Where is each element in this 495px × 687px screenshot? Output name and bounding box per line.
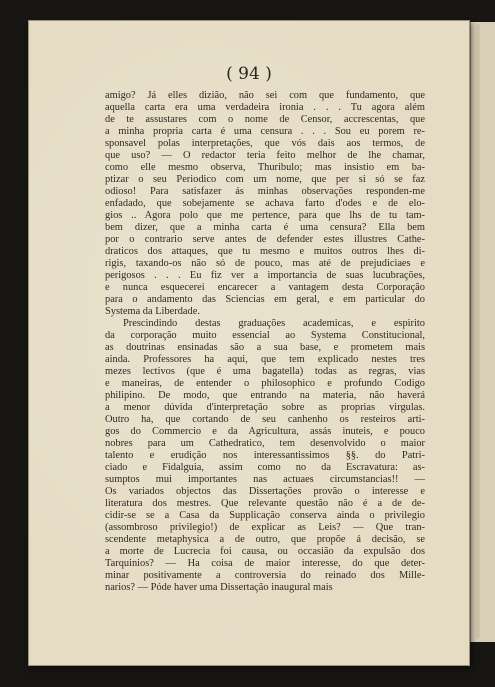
text-line: a morte de Lucrecia foi causa, ou occasião da expulsão dos [105, 546, 425, 557]
text-line: Os variados objectos das Dissertações provão o interesse e [105, 486, 425, 497]
text-line: enfadado, que sobejamente se achava farto d'odes e de elo- [105, 198, 425, 209]
text-line: gios .. Agora polo que me pertence, para que lhs de tu tam- [105, 210, 425, 221]
text-line: Outro ha, que cortando de seu canhenho os resteiros arti- [105, 414, 425, 425]
page-number: ( 94 ) [226, 64, 272, 84]
text-line: sumptos mui importantes nas actuaes circumstancias!! — [105, 474, 425, 485]
text-line: as doutrinas ensinadas são a sua base, e prometem mais [105, 342, 425, 353]
text-line: como elle mesmo observa, Thuribulo; mas insistio em ba- [105, 162, 425, 173]
text-line: draticos dos attaques, que tu mesmo e muitos outros lhes di- [105, 246, 425, 257]
text-line: ainda. Professores ha aqui, que tem explicado nestes tres [105, 354, 425, 365]
text-line: Prescindindo destas graduações academicas, e espirito [123, 318, 425, 329]
text-line: a minha propria carta é uma censura . . . Sou eu porem re- [105, 126, 425, 137]
text-line: que uso? — O redactor teria feito melhor de lhe chamar, [105, 150, 425, 161]
body-text [105, 90, 425, 594]
text-line: narios? — Póde haver uma Dissertação inaugural mais [105, 582, 333, 593]
text-line: aquella carta era uma verdadeira ironia . . . Tu agora além [105, 102, 425, 113]
text-line: cidir-se se a Casa da Supplicação conserva ainda o privilegio [105, 510, 425, 521]
text-line: odioso! Para satisfazer ás minhas observações responden-me [105, 186, 425, 197]
text-line: rigis, taxando-os não só de pouco, mas até de prejudiciaes e [105, 258, 425, 269]
text-line: literatura dos mestres. Que relevante questão não é a de de- [105, 498, 425, 509]
text-line: Systema da Liberdade. [105, 306, 200, 317]
text-line: talento e erudição nos interessantissimos §§. do Patri- [105, 450, 425, 461]
text-line: mezes lectivos (que é uma bagatella) todas as regras, vias [105, 366, 425, 377]
text-line: Tarquinios? — Ha coisa de maior interesse, do que deter- [105, 558, 425, 569]
text-line: por o contrario serve antes de defender estes illustres Cathe- [105, 234, 425, 245]
text-line: sponsavel polas interpretações, que vós dais aos termos, de [105, 138, 425, 149]
adjacent-page-edge [470, 22, 495, 642]
text-line: para o andamento das Sciencias em geral, e em particular do [105, 294, 425, 305]
text-line: minar positivamente a controversia do reinado dos Mille- [105, 570, 425, 581]
text-line: da corporação muito essencial ao Systema Constitucional, [105, 330, 425, 341]
text-line: e nunca esquecerei encarecer a vantagem desta Corporação [105, 282, 425, 293]
text-line: amigo? Já elles dizião, não sei com que fundamento, que [105, 90, 425, 101]
text-line: ciado e Fidalguia, assim como no da Escravatura: as- [105, 462, 425, 473]
text-line: a menor dúvida d'interpretação sobre as proprias virgulas. [105, 402, 425, 413]
text-line: nobres para um Cathedratico, tem desenvolvido o maior [105, 438, 425, 449]
text-line: scendente metaphysica a de outro, que propõe á decisão, se [105, 534, 425, 545]
text-line: gos do Commercio e da Agricultura, assás inuteis, e pouco [105, 426, 425, 437]
text-line: de te assustares com o nome de Censor, accrescentas, que [105, 114, 425, 125]
text-line: bem dizer, que a minha carta é uma censura? Ella bem [105, 222, 425, 233]
text-line: ptizar o seu Periodico com um nome, que per si só se faz [105, 174, 425, 185]
text-line: e maneiras, de entender o philosophico e profundo Codigo [105, 378, 425, 389]
text-line: philipino. De modo, que entrando na materia, não haverá [105, 390, 425, 401]
text-line: (assombroso privilegio!) de explicar as Leis? — Que tran- [105, 522, 425, 533]
text-line: perigosos . . . Eu fiz ver a importancia de suas lucubrações, [105, 270, 425, 281]
adjacent-page-edge-stripe [476, 24, 480, 638]
